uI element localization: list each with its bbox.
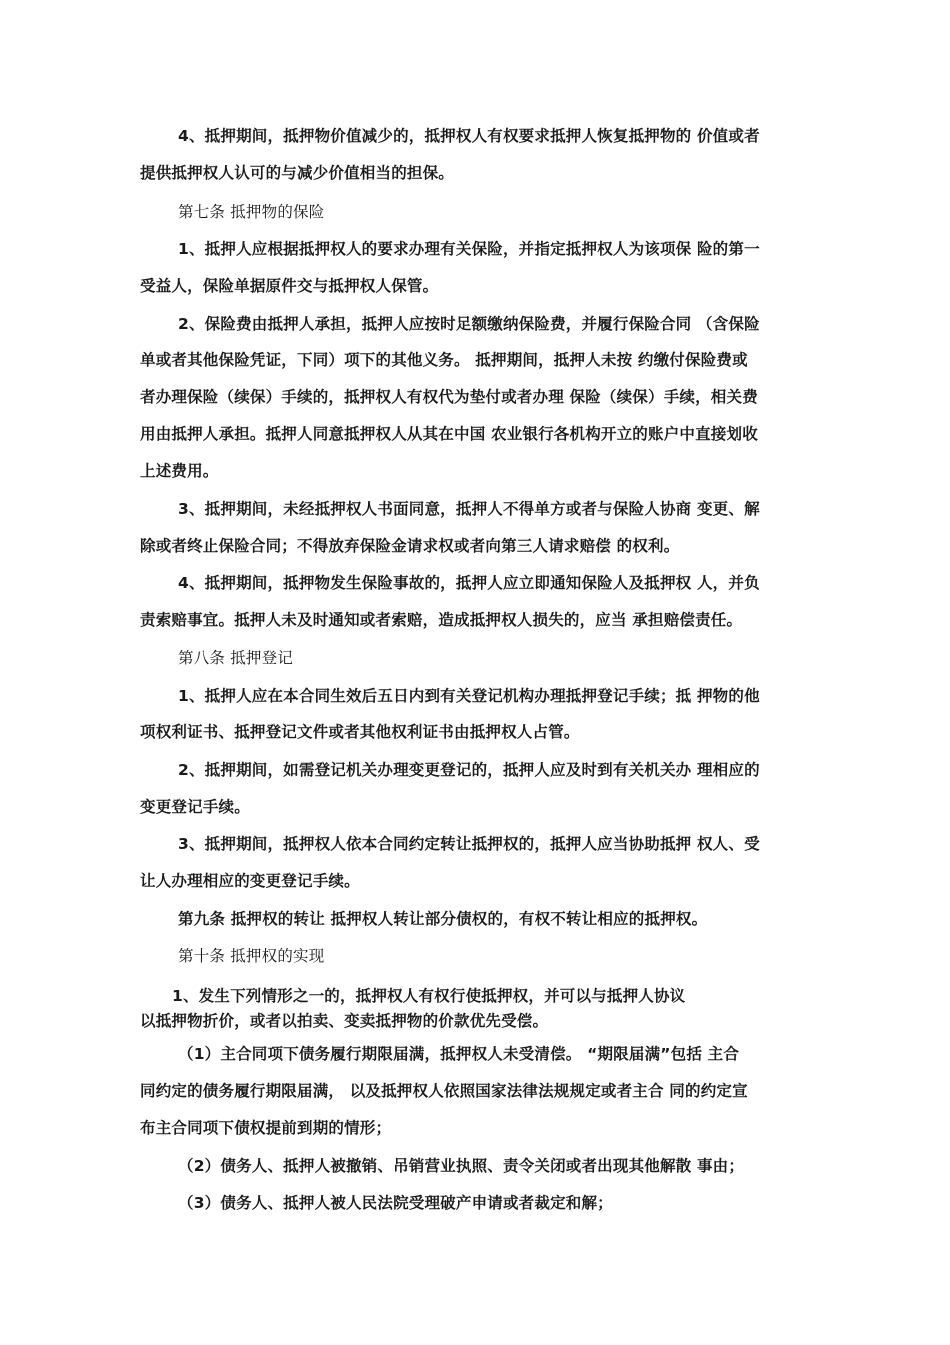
article-10-sub-1-line-1: （1）主合同项下债务履行期限届满，抵押权人未受清偿。 “期限届满”包括 主合 xyxy=(178,1045,740,1063)
article-10-sub-2-line-1: （2）债务人、抵押人被撤销、吊销营业执照、责令关闭或者出现其他解散 事由； xyxy=(178,1157,745,1175)
article-8-item-3-line-1: 3、抵押期间，抵押权人依本合同约定转让抵押权的，抵押人应当协助抵押 权人、受 xyxy=(178,835,760,853)
article-7-item-3-line-1: 3、抵押期间，未经抵押权人书面同意，抵押人不得单方或者与保险人协商 变更、解 xyxy=(178,500,760,518)
article-8-item-2-line-2: 变更登记手续。 xyxy=(140,798,250,816)
article-8-heading: 第八条 抵押登记 xyxy=(178,649,294,667)
article-7-item-1-line-2: 受益人，保险单据原件交与抵押权人保管。 xyxy=(140,277,439,295)
article-10-sub-1-line-3: 布主合同项下债权提前到期的情形； xyxy=(140,1119,392,1137)
clause-6-item-4-line-2: 提供抵押权人认可的与减少价值相当的担保。 xyxy=(140,164,455,182)
article-7-item-2-line-2: 单或者其他保险凭证，下同）项下的其他义务。 抵押期间，抵押人未按 约缴付保险费或 xyxy=(140,351,748,369)
article-10-item-1-line-2: 以抵押物折价，或者以拍卖、变卖抵押物的价款优先受偿。 xyxy=(140,1012,549,1030)
article-7-heading: 第七条 抵押物的保险 xyxy=(178,203,325,221)
article-9-text: 第九条 抵押权的转让 抵押权人转让部分债权的，有权不转让相应的抵押权。 xyxy=(178,910,708,928)
article-10-sub-1-line-2: 同约定的债务履行期限届满， 以及抵押权人依照国家法律法规规定或者主合 同的约定宣 xyxy=(140,1082,748,1100)
article-7-item-2-line-4: 用由抵押人承担。抵押人同意抵押权人从其在中国 农业银行各机构开立的账户中直接划收 xyxy=(140,425,758,443)
article-8-item-1-line-2: 项权利证书、抵押登记文件或者其他权利证书由抵押权人占管。 xyxy=(140,723,580,741)
article-10-item-1-line-1: 1、发生下列情形之一的，抵押权人有权行使抵押权，并可以与抵押人协议 xyxy=(172,987,686,1005)
article-7-item-2-line-3: 者办理保险（续保）手续的，抵押权人有权代为垫付或者办理 保险（续保）手续，相关费 xyxy=(140,388,758,406)
clause-6-item-4-line-1: 4、抵押期间，抵押物价值减少的，抵押权人有权要求抵押人恢复抵押物的 价值或者 xyxy=(178,127,760,145)
article-7-item-1-line-1: 1、抵押人应根据抵押权人的要求办理有关保险，并指定抵押权人为该项保 险的第一 xyxy=(178,240,760,258)
article-10-sub-3-line-1: （3）债务人、抵押人被人民法院受理破产申请或者裁定和解； xyxy=(178,1194,613,1212)
article-8-item-2-line-1: 2、抵押期间，如需登记机关办理变更登记的，抵押人应及时到有关机关办 理相应的 xyxy=(178,761,760,779)
article-8-item-3-line-2: 让人办理相应的变更登记手续。 xyxy=(140,872,360,890)
article-7-item-3-line-2: 除或者终止保险合同；不得放弃保险金请求权或者向第三人请求赔偿 的权利。 xyxy=(140,537,680,555)
article-8-item-1-line-1: 1、抵押人应在本合同生效后五日内到有关登记机构办理抵押登记手续；抵 押物的他 xyxy=(178,687,760,705)
article-7-item-4-line-1: 4、抵押期间，抵押物发生保险事故的，抵押人应立即通知保险人及抵押权 人，并负 xyxy=(178,574,760,592)
article-7-item-4-line-2: 责索赔事宜。抵押人未及时通知或者索赔，造成抵押权人损失的，应当 承担赔偿责任。 xyxy=(140,611,743,629)
article-10-heading: 第十条 抵押权的实现 xyxy=(178,947,325,965)
article-7-item-2-line-1: 2、保险费由抵押人承担，抵押人应按时足额缴纳保险费，并履行保险合同 （含保险 xyxy=(178,315,760,333)
article-7-item-2-line-5: 上述费用。 xyxy=(140,462,219,480)
